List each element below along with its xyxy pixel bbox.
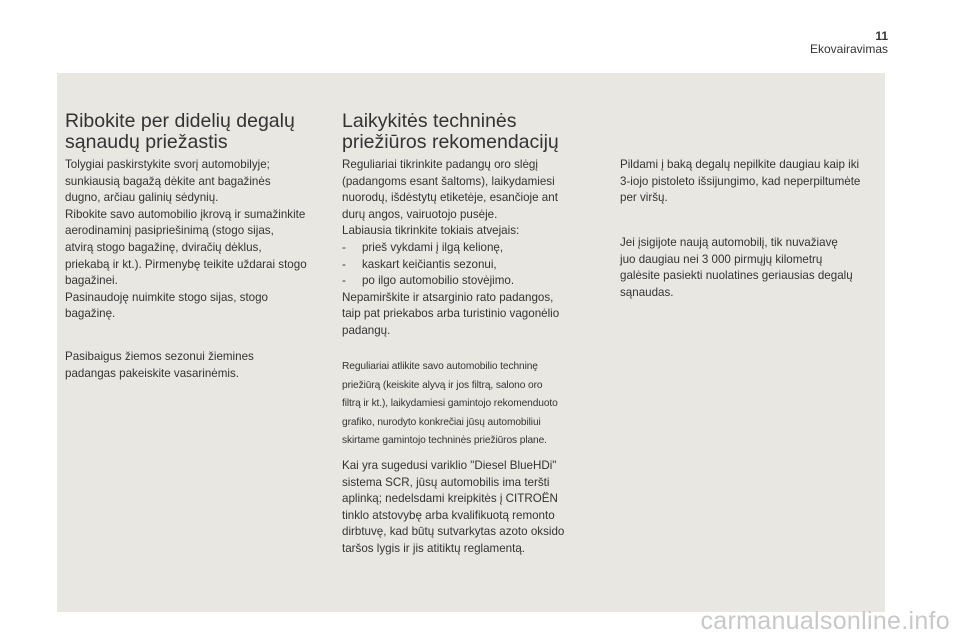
paragraph-load-distribution [65, 157, 307, 323]
text-line: aplinką; nedelsdami kreipkitės į CITROËN [342, 492, 558, 506]
watermark: carmanualsonline.info [700, 607, 950, 635]
text-line: padangų. [342, 323, 391, 337]
text-line: sistema SCR, jūsų automobilis ima teršti [342, 475, 550, 489]
text-line: Pildami į baką degalų nepilkite daugiau kaip iki [620, 158, 860, 171]
text-line: Pasibaigus žiemos sezonui žiemines [65, 350, 254, 363]
page-number: 11 [875, 29, 888, 43]
list-item: - po ilgo automobilio stovėjimo. [342, 274, 515, 288]
paragraph-regular-maintenance [342, 358, 558, 451]
heading-line: sąnaudų priežastis [65, 131, 228, 153]
text-line: per viršų. [620, 191, 668, 205]
text-line: filtrą ir kt.), laikydamiesi gamintojo rekomenduoto [342, 398, 558, 410]
text-line: juo daugiau nei 3 000 pirmųjų kilometrų [620, 252, 823, 266]
paragraph-refuelling [620, 157, 860, 207]
content-panel [57, 73, 885, 612]
heading-fuel-consumption-causes [65, 111, 295, 153]
text-line: taip pat priekabos arba turistinio vagonėlio [342, 307, 560, 321]
text-line: Labiausia tikrinkite tokiais atvejais: [342, 224, 520, 238]
text-line: Jei įsigijote naują automobilį, tik nuvažiavę [620, 236, 838, 249]
text-line: bagažinei. [65, 274, 118, 288]
heading-line: priežiūros rekomendacijų [342, 131, 559, 153]
text-line: durų angos, vairuotojo pusėje. [342, 207, 498, 221]
section-title: Ekovairavimas [809, 42, 888, 56]
heading-line: Laikykitės techninės [342, 110, 517, 132]
text-line: Tolygiai paskirstykite svorį automobilyje; [65, 158, 270, 171]
text-line: Ribokite savo automobilio įkrovą ir sumažinkite [65, 207, 306, 221]
heading-line: Ribokite per didelių degalų [65, 110, 295, 132]
page-header [810, 30, 888, 56]
text-line: priekabą ir kt.). Pirmenybę teikite uždarai stogo [65, 257, 307, 271]
text-line: 3-iojo pistoleto išsijungimo, kad neperpiltumėte [620, 174, 861, 188]
text-line: (padangoms esant šaltoms), laikydamiesi [342, 174, 555, 188]
text-line: bagažinę. [65, 307, 116, 321]
text-line: priežiūrą (keiskite alyvą ir jos filtrą, salono oro [342, 379, 543, 391]
text-line: Nepamirškite ir atsarginio rato padangos, [342, 290, 554, 304]
text-line: Reguliariai atlikite savo automobilio techninę [342, 361, 538, 372]
text-line: Reguliariai tikrinkite padangų oro slėgį [342, 158, 538, 171]
text-line: grafiko, nurodyto konkrečiai jūsų automobiliui [342, 416, 541, 428]
text-line: taršos lygis ir jis atitiktų reglamentą. [342, 541, 525, 555]
paragraph-winter-tyres [65, 349, 254, 382]
text-line: dugno, arčiau galinių sėdynių. [65, 191, 219, 205]
list-item: - prieš vykdami į ilgą kelionę, [342, 240, 504, 254]
text-line: sunkiausią bagažą dėkite ant bagažinės [65, 174, 271, 188]
text-line: Kai yra sugedusi variklio "Diesel BlueHDi" [342, 459, 557, 472]
list-item: - kaskart keičiantis sezonui, [342, 257, 497, 271]
text-line: padangas pakeiskite vasarinėmis. [65, 366, 240, 380]
text-line: aerodinaminį pasipriešinimą (stogo sijas, [65, 224, 274, 238]
text-line: skirtame gamintojo techninės priežiūros plane. [342, 435, 547, 447]
text-line: nuorodų, išdėstytų etiketėje, esančioje ant [342, 191, 558, 205]
paragraph-new-car [620, 235, 853, 301]
text-line: atvirą stogo bagažinę, dviračių dėklus, [65, 240, 262, 254]
text-line: Pasinaudoję nuimkite stogo sijas, stogo [65, 290, 269, 304]
heading-maintenance [342, 111, 559, 153]
text-line: sąnaudas. [620, 285, 674, 299]
text-line: tinklo atstovybę arba kvalifikuotą remonto [342, 508, 555, 522]
paragraph-bluehdi-scr [342, 458, 564, 558]
paragraph-tyre-pressure [342, 157, 559, 340]
text-line: dirbtuvę, kad būtų sutvarkytas azoto oksido [342, 525, 565, 539]
text-line: galėsite pasiekti nuolatines geriausias degalų [620, 269, 853, 283]
